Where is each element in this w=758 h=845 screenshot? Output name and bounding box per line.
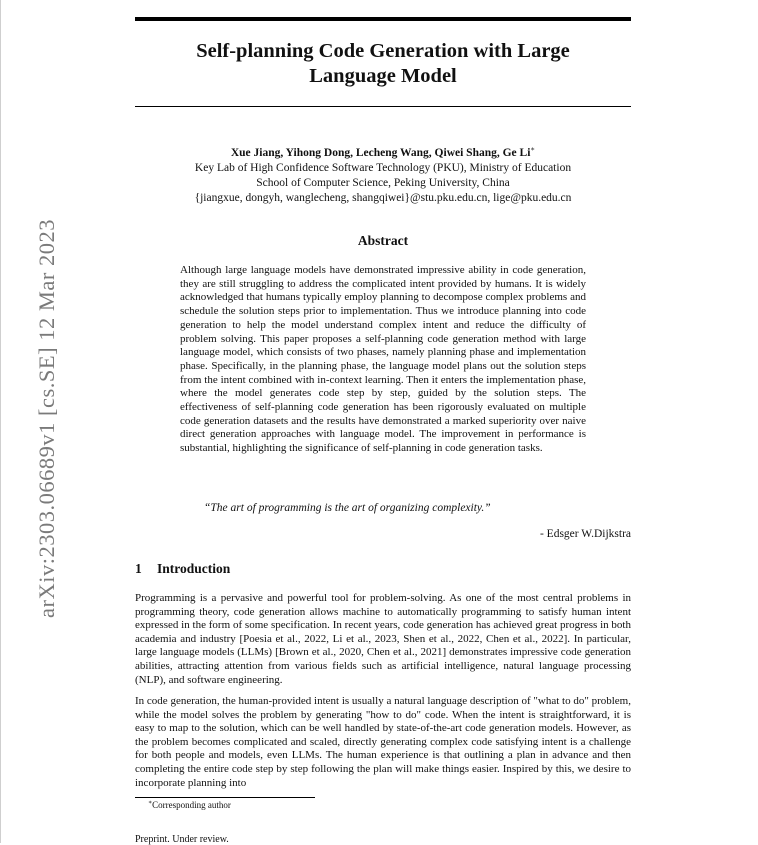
author-block [135, 142, 631, 206]
section-number: 1 [135, 561, 142, 576]
paper-title [135, 39, 631, 89]
preprint-note: Preprint. Under review. [135, 834, 229, 845]
author-list [135, 142, 631, 161]
abstract-heading: Abstract [357, 233, 409, 248]
footnote-mark: ∗ [148, 800, 153, 806]
arxiv-identifier-stamp: arXiv:2303.06689v1 [cs.SE] 12 Mar 2023 [34, 219, 59, 618]
footnote-rule [135, 797, 315, 798]
corresponding-author-mark: ∗ [530, 145, 536, 153]
affiliation-line-1: Key Lab of High Confidence Software Technology (PKU), Ministry of Education [194, 161, 572, 174]
section-heading-introduction [135, 561, 230, 577]
abstract-body: Although large language models have demonstrated impressive ability in code generation, they are still struggling to address the complicated intent provided by humans. It is widely acknowledged that humans typically employ planning to decompose complex problems and schedule the solution steps prior to implementation. Thus we introduce planning into code generation to help the model understand complex intent and reduce the difficulty of problem solving. This paper proposes a self-planning code generation method with large language model, which consists of two phases, namely planning phase and implementation phase. Specifically, in the planning phase, the language model plans out the solution steps from the intent combined with in-context learning. Then it enters the implementation phase, where the model generates code step by step, guided by the solution steps. The effectiveness of self-planning code generation has been rigorously evaluated on multiple code generation datasets and the results have demonstrated a marked superiority over naive direct generation approaches with language model. The improvement in performance is substantial, highlighting the significance of self-planning in code generation tasks. [180, 264, 586, 455]
title-line-2: Language Model [309, 65, 457, 87]
section-title: Introduction [157, 561, 231, 576]
title-line-1: Self-planning Code Generation with Large [196, 40, 570, 62]
title-top-rule [135, 17, 631, 21]
page-edge [0, 0, 1, 843]
intro-paragraph-2: In code generation, the human-provided intent is usually a natural language description of "what to do" problem, while the model solves the problem by generating "how to do" code. When the intent is straightforward, it is easy to map to the solution, which can be well handled by state-of-the-art code generation models. However, as the problem becomes complicated and scaled, directly generating complex code satisfying intent is a challenge for both people and models, even LLMs. The human experience is that outlining a plan in advance and then completing the entire code step by step following the plan will make things easier. Inspired by this, we desire to incorporate planning into [135, 695, 631, 789]
footnote [148, 799, 231, 810]
intro-paragraph-1: Programming is a pervasive and powerful tool for problem-solving. As one of the most central problems in programming theory, code generation allows machine to automatically programming to satisfy human intent expressed in the form of some specification. In recent years, code generation has achieved great progress in both academia and industry [Poesia et al., 2022, Li et al., 2023, Shen et al., 2022, Chen et al., 2022]. In particular, large language models (LLMs) [Brown et al., 2020, Chen et al., 2021] demonstrates impressive code generation abilities, attracting attention from various fields such as artificial intelligence, natural language processing (NLP), and software engineering. [135, 592, 631, 686]
epigraph-quote: “The art of programming is the art of organizing complexity.” [204, 502, 491, 514]
title-bottom-rule [135, 106, 631, 107]
affiliation-line-2: School of Computer Science, Peking University, China [256, 176, 510, 189]
author-names: Xue Jiang, Yihong Dong, Lecheng Wang, Qiwei Shang, Ge Li [230, 146, 531, 159]
author-emails: {jiangxue, dongyh, wanglecheng, shangqiwei}@stu.pku.edu.cn, lige@pku.edu.cn [194, 191, 572, 204]
epigraph-attribution: - Edsger W.Dijkstra [539, 528, 631, 540]
footnote-text: Corresponding author [152, 800, 231, 810]
